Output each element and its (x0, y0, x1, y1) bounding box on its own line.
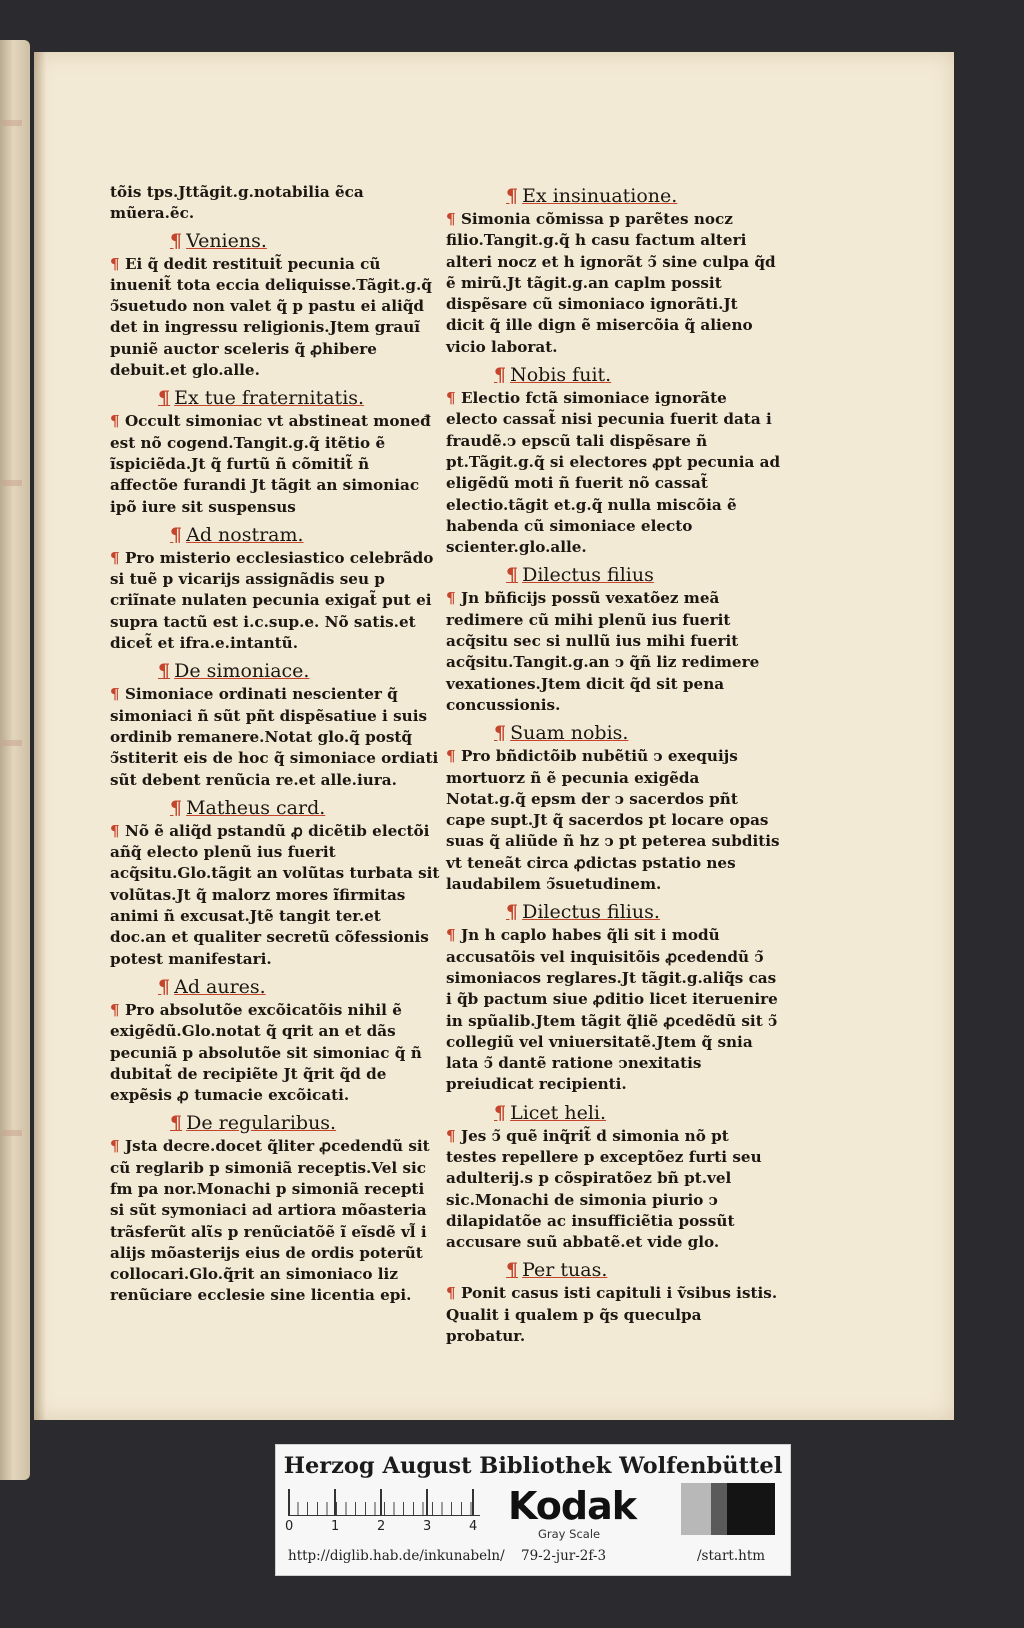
rubric-heading (506, 1258, 781, 1282)
paragraph-text: Pro bñdictõib nubẽtiũ ↄ exequijs mortuorz ñ ẽ pecunia exigẽda Notat.g.q̃ epsm der ↄ sacerdos pñt cape supt.Jt q̃ sacerdos pt locare opas suas q̃ aliũde ñ hz ↄ pt peterea subditis vt teneãt circa ꝓdictas pstatio nes laudabilem ↄ̃suetudinem. (446, 747, 780, 894)
paragraph (446, 925, 781, 1095)
pilcrow-icon: ¶ (110, 1137, 125, 1156)
rubric-heading (506, 563, 781, 587)
ruler-number: 1 (331, 1519, 340, 1534)
page-edge-mark (2, 1130, 22, 1136)
right-text-column (446, 182, 781, 1352)
rubric-heading (494, 721, 781, 745)
paragraph-text: Jn h caplo habes q̃li sit i modũ accusatõis vel inquisitõis ꝓcedendũ ↄ̃ simoniacos reglares.Jt tãgit.g.aliq̃s cas i q̃b pactum siue ꝓditio licet iteruenire in spũalib.Jtem tãgit q̃liẽ ꝓcedẽdũ sit ↄ̃ collegiũ vel vniuersitatẽ.Jtem q̃ snia lata ↄ̃ dantẽ ratione ↄnexitatis preiudicat recipienti. (446, 926, 778, 1094)
paragraph-text: Jn bñficijs possũ vexatõez meã redimere cũ mihi plenũ ius fuerit acq̃situ sec si nullũ ius mihi fuerit acq̃situ.Tangit.g.an ↄ q̃ñ liz redimere vexationes.Jtem dicit q̃d sit pena concussionis. (446, 589, 760, 714)
ruler-number: 4 (469, 1519, 478, 1534)
rubric-heading (506, 900, 781, 924)
facing-page-edge (0, 40, 30, 1480)
rubric-text: Ex insinuatione. (522, 185, 678, 207)
pilcrow-icon: ¶ (494, 1101, 507, 1124)
shelfmark-text: 79-2-jur-2f-3 (521, 1548, 607, 1564)
pilcrow-icon: ¶ (110, 254, 125, 273)
paragraph (446, 1283, 781, 1347)
pilcrow-icon: ¶ (170, 1112, 183, 1135)
paragraph-text: Electio fctã simoniace ignorãte electo cassat̃ nisi pecunia fuerit data i fraudẽ.ↄ epscũ tali dispẽsare ñ pt.Tãgit.g.q̃ si electores ꝓpt pecunia ad eligẽdũ moti ñ fuerit nõ cassat̃ electio.tãgit et.g.q̃ nulla miscõia ẽ habenda cũ simoniace electo scienter.glo.alle. (446, 389, 781, 557)
rubric-heading (158, 975, 440, 999)
rubric-text: Ex tue fraternitatis. (174, 387, 365, 410)
kodak-logo: Kodak (508, 1484, 636, 1528)
pilcrow-icon: ¶ (506, 185, 519, 207)
rubric-text: Suam nobis. (510, 722, 629, 745)
ruler-number: 3 (423, 1519, 432, 1534)
pilcrow-icon: ¶ (110, 1000, 125, 1019)
gray-swatch-light (681, 1483, 711, 1535)
pilcrow-icon: ¶ (110, 548, 125, 567)
page-edge-mark (2, 120, 22, 126)
rubric-text: Per tuas. (522, 1259, 608, 1282)
paragraph (110, 1136, 440, 1306)
paragraph (446, 1126, 781, 1254)
rubric-heading (170, 796, 440, 820)
paragraph-text: Occult simoniac vt abstineat moneđ est nõ cogend.Tangit.g.q̃ itẽtio ẽ ĩspiciẽda.Jt q̃ furtũ ñ cõmitit̃ ñ affectõe furandi Jt tãgit an simoniac ipõ iure sit suspensus (110, 412, 431, 516)
pilcrow-icon: ¶ (446, 210, 461, 228)
paragraph (110, 254, 440, 382)
paragraph (110, 411, 440, 517)
paragraph (110, 1000, 440, 1106)
paragraph-text: Jsta decre.docet q̃liter ꝓcedendũ sit cũ reglarib p simoniã receptis.Vel sic fm pa nor.Monachi p simoniã recepti si sũt symoniaci ad artiora mõasteria trãsferũt alῖs p renũciatõẽ ĩ eĩsdẽ vl̃ i alijs mõasterijs eius de ordis poterũt collocari.Glo.q̃rit an simoniaco liz renũciare ecclesie sine licentia epi. (110, 1137, 430, 1305)
ruler-number: 0 (285, 1519, 294, 1534)
rubric-heading (494, 1101, 781, 1125)
paragraph-text: Pro misterio ecclesiastico celebrãdo si tuẽ p vicarijs assignãdis seu p criĩnate nulaten pecunia exigat̃ put ei supra tactũ est i.c.sup.e. Nõ satis.et dicet̃ et ifra.e.intantũ. (110, 548, 434, 653)
rubric-heading (170, 1111, 440, 1135)
page-gutter-shadow (34, 52, 46, 1420)
manuscript-page (34, 52, 954, 1420)
rubric-text: Ad nostram. (186, 523, 304, 546)
pilcrow-icon: ¶ (446, 926, 461, 945)
rubric-text: De regularibus. (186, 1112, 337, 1135)
pilcrow-icon: ¶ (506, 564, 519, 587)
rubric-heading (158, 386, 440, 410)
library-title: Herzog August Bibliothek Wolfenbüttel (283, 1453, 783, 1479)
pilcrow-icon: ¶ (110, 685, 125, 704)
paragraph-text: Nõ ẽ aliq̃d pstandũ ꝓ dicẽtib electõi añq̃ electo plenũ ius fuerit acq̃situ.Glo.tãgit an volũtas turbata sit volũtas.Jt q̃ malorz mores ĩfirmitas animi ñ excusat.Jtẽ tangit ter.et doc.an et qualiter secretũ cõfessionis potest manifestari. (110, 821, 440, 968)
paragraph-text: Ponit casus isti capituli i ṽsibus istis. Qualit i qualem p q̃s queculpa probatur. (446, 1284, 778, 1346)
pilcrow-icon: ¶ (170, 796, 183, 819)
paragraph (446, 746, 781, 895)
pilcrow-icon: ¶ (446, 389, 461, 408)
paragraph (110, 684, 440, 790)
pilcrow-icon: ¶ (170, 229, 183, 252)
paragraph-text: Simoniace ordinati nescienter q̃ simoniaci ñ sũt pñt dispẽsatiue i suis ordinib remanere.Notat glo.q̃ postq̃ ↄ̃stiterit eis de hoc q̃ simoniace ordiati sũt debent renũcia re.et alle.iura. (110, 685, 439, 789)
paragraph (110, 821, 440, 970)
gray-scale-label: Gray Scale (538, 1527, 601, 1541)
pilcrow-icon: ¶ (158, 660, 171, 683)
ruler-number: 2 (377, 1519, 386, 1534)
rubric-text: De simoniace. (174, 660, 310, 683)
rubric-text: Nobis fuit. (510, 364, 612, 387)
paragraph-text: Simonia cõmissa p parẽtes nocz filio.Tangit.g.q̃ h casu factum alteri alteri nocz et h ignorãt ↄ̃ sine culpa q̃d ẽ mirũ.Jt tãgit.g.an caplm possit dispẽsare cũ simoniaco ignorãti.Jt dicit q̃ ille dign ẽ misercõia q̃ alieno vicio laborat. (446, 210, 776, 356)
page-edge-mark (2, 740, 22, 746)
left-text-column (110, 182, 440, 1312)
rubric-heading (158, 659, 440, 683)
paragraph (446, 588, 781, 716)
paragraph (110, 548, 440, 654)
pilcrow-icon: ¶ (110, 821, 125, 840)
pilcrow-icon: ¶ (170, 523, 183, 546)
rubric-text: Ad aures. (174, 975, 266, 998)
pilcrow-icon: ¶ (446, 1284, 461, 1303)
pilcrow-icon: ¶ (506, 1259, 519, 1282)
gray-swatch-mid (711, 1483, 727, 1535)
rubric-text: Veniens. (186, 229, 267, 252)
url-text: http://diglib.hab.de/inkunabeln/ (288, 1548, 505, 1564)
rubric-heading (170, 229, 440, 253)
pilcrow-icon: ¶ (494, 364, 507, 387)
pilcrow-icon: ¶ (494, 722, 507, 745)
rubric-heading (506, 184, 781, 208)
rubric-heading (170, 523, 440, 547)
pilcrow-icon: ¶ (158, 387, 171, 410)
pilcrow-icon: ¶ (446, 747, 461, 766)
pilcrow-icon: ¶ (158, 975, 171, 998)
color-target-card (275, 1444, 791, 1576)
continuation-line: tõis tps.Jttãgit.g.notabilia ẽca mũera.ẽc. (110, 183, 364, 223)
rubric-text: Matheus card. (186, 796, 326, 819)
page-edge-mark (2, 480, 22, 486)
paragraph-text: Ei q̃ dedit restituit̃ pecunia cũ inuenit̃ tota eccia deliquisse.Tãgit.g.q̃ ↄ̃suetudo non valet q̃ p pastu ei aliq̃d det in ingressu religionis.Jtem grauĩ puniẽ auctor sceleris q̃ ꝓhibere debuit.et glo.alle. (110, 254, 432, 380)
pilcrow-icon: ¶ (446, 589, 461, 608)
rubric-heading (494, 363, 781, 387)
gray-swatch-dark (727, 1483, 775, 1535)
pilcrow-icon: ¶ (110, 412, 125, 431)
paragraph (446, 388, 781, 558)
pilcrow-icon: ¶ (506, 901, 519, 924)
pilcrow-icon: ¶ (446, 1126, 461, 1145)
paragraph-text: Pro absolutõe excõicatõis nihil ẽ exigẽdũ.Glo.notat q̃ qrit an et dãs pecuniã p absolutõe sit simoniac q̃ ñ dubitat̃ de recipiẽte Jt q̃rit q̃d de expẽsis ꝓ tumacie excõicati. (110, 1000, 422, 1105)
rubric-text: Dilectus filius. (522, 901, 660, 924)
ruler-scale (288, 1487, 480, 1516)
url-suffix-text: /start.htm (697, 1548, 766, 1564)
rubric-text: Dilectus filius (522, 564, 654, 587)
paragraph (446, 209, 781, 358)
rubric-text: Licet heli. (510, 1101, 607, 1124)
paragraph-text: Jes ↄ̃ quẽ inq̃rit̃ d simonia nõ pt testes repellere p exceptõez furti seu adulterij.s p cõspiratõez bñ pt.vel sic.Monachi de simonia piurio ↄ dilapidatõe ac insufficiẽtia possũt accusare suũ abbatẽ.et vide glo. (446, 1126, 762, 1252)
